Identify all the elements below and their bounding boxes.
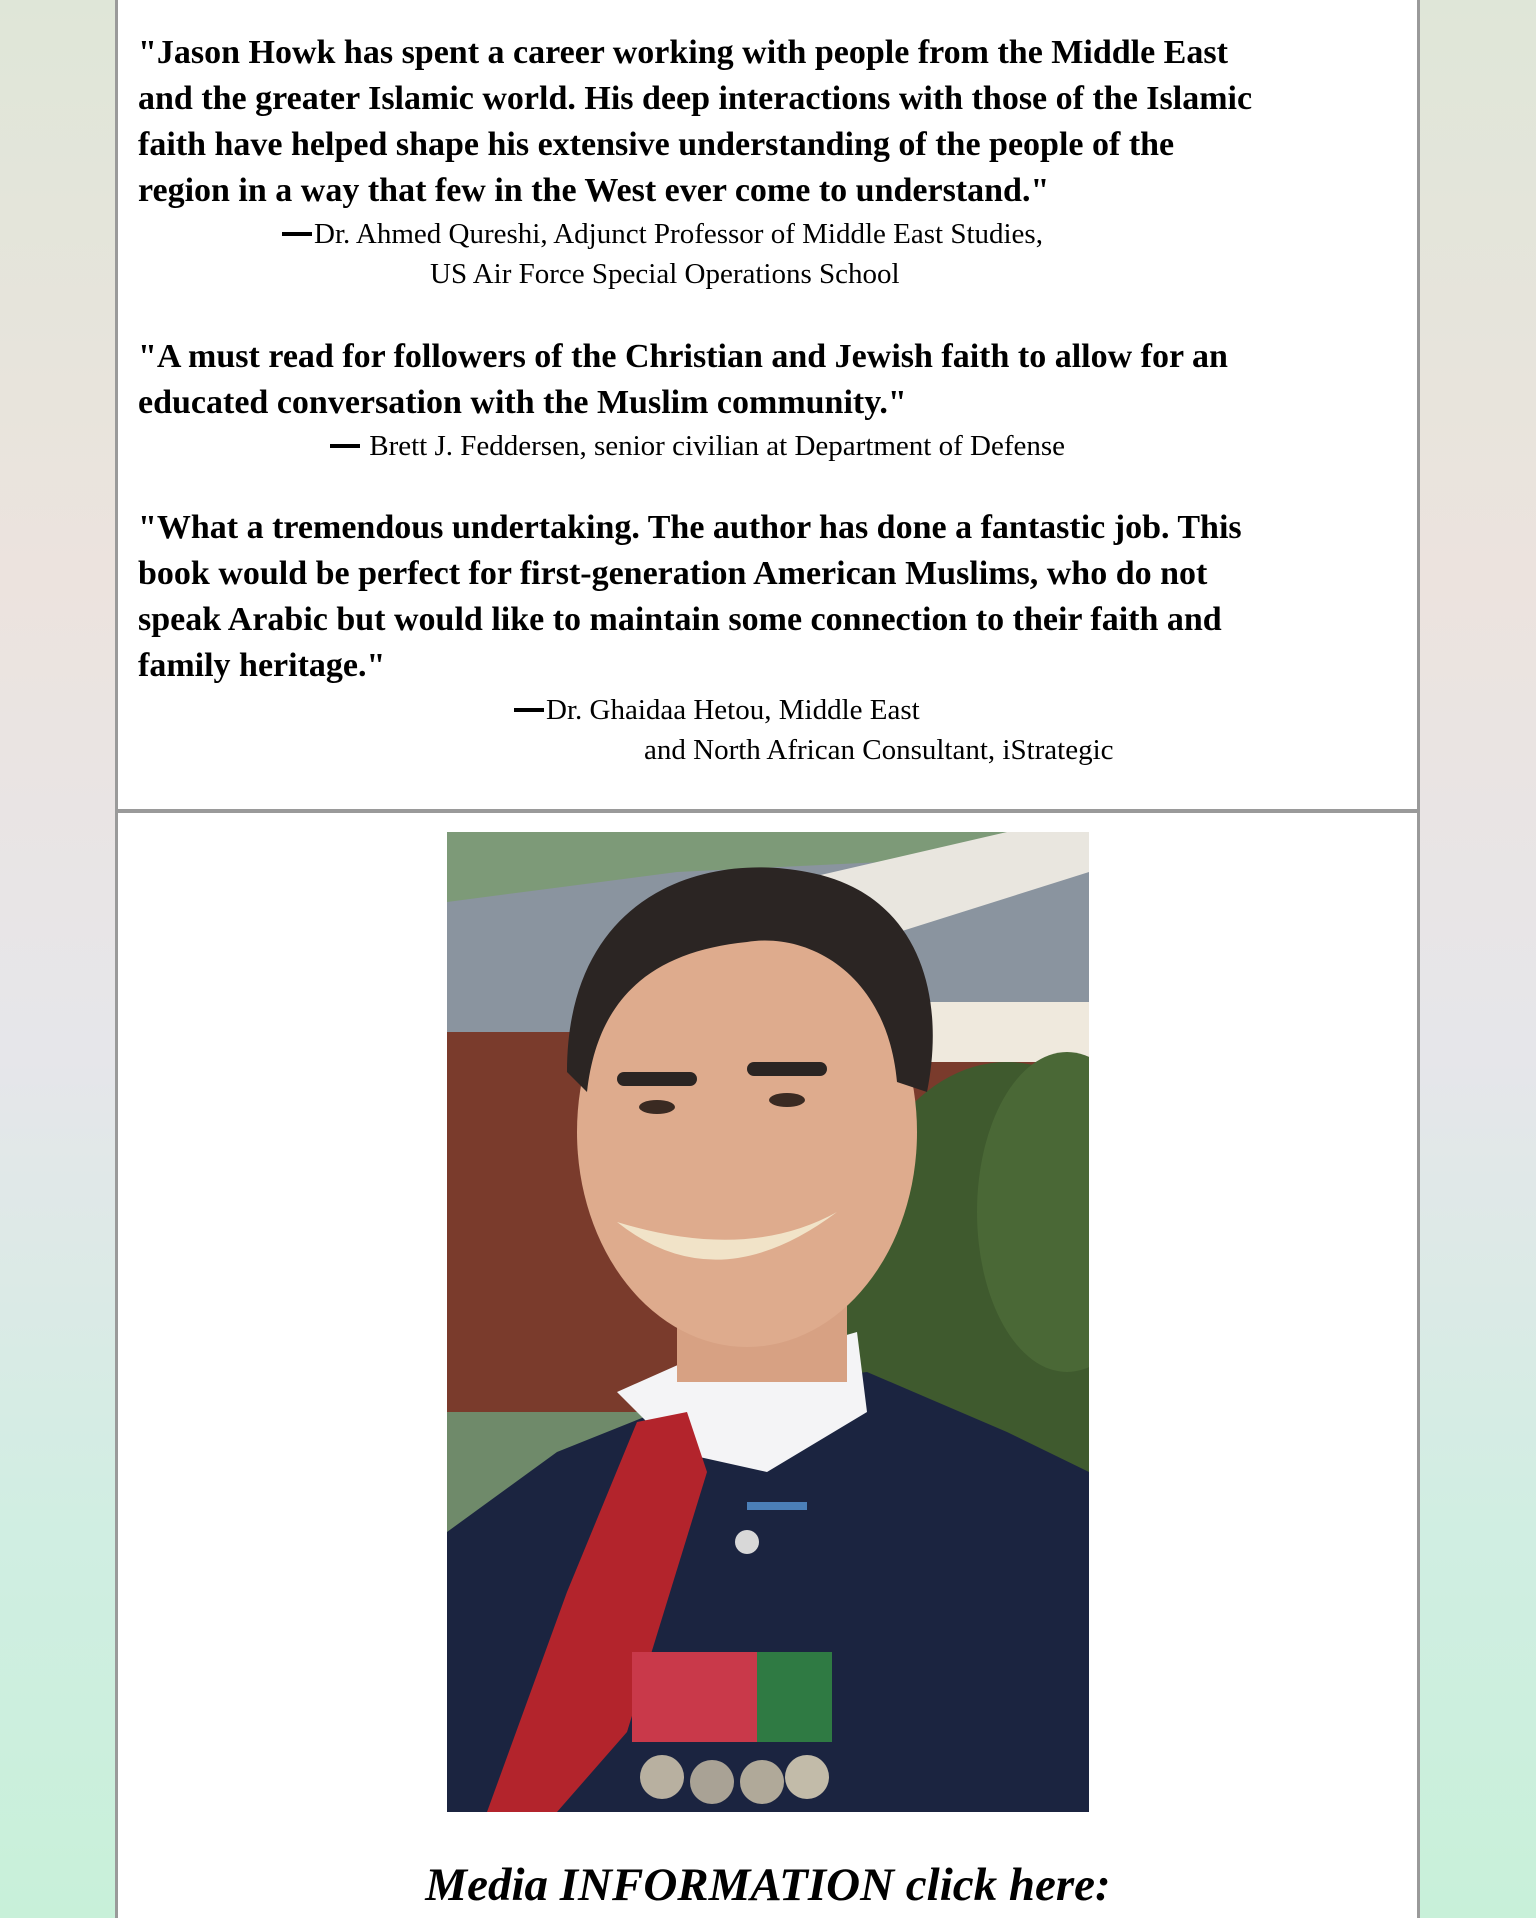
media-information-link[interactable]: Media INFORMATION click here:: [425, 1859, 1111, 1911]
testimonial-quote-2: [138, 334, 1408, 426]
quote-line: region in a way that few in the West ever come to understand.": [138, 172, 1050, 209]
quote-line: speak Arabic but would like to maintain some connection to their faith and: [138, 601, 1222, 638]
testimonial-quote-3: [138, 505, 1408, 689]
quote-line: faith have helped shape his extensive understanding of the people of the: [138, 126, 1175, 163]
quote-line: "What a tremendous undertaking. The author has done a fantastic job. This: [138, 509, 1242, 546]
quote-line: book would be perfect for first-generation American Muslims, who do not: [138, 555, 1208, 592]
em-dash-icon: [514, 708, 544, 712]
quote-line: and the greater Islamic world. His deep interactions with those of the Islamic: [138, 80, 1253, 117]
quote-line: "A must read for followers of the Christian and Jewish faith to allow for an: [138, 338, 1228, 375]
quote-line: educated conversation with the Muslim community.": [138, 384, 907, 421]
testimonial-attribution-3: [514, 690, 920, 730]
testimonial-attribution-1b: [430, 254, 900, 294]
quote-line: "Jason Howk has spent a career working with people from the Middle East: [138, 34, 1228, 71]
em-dash-icon: [282, 232, 312, 236]
attribution-line: Dr. Ghaidaa Hetou, Middle East: [546, 694, 920, 726]
em-dash-icon: [330, 444, 360, 448]
author-photo: [447, 832, 1089, 1812]
attribution-line: Dr. Ahmed Qureshi, Adjunct Professor of Middle East Studies,: [314, 218, 1043, 250]
quote-line: family heritage.": [138, 647, 386, 684]
testimonial-quote-1: [138, 30, 1408, 214]
author-portrait-illustration: [447, 832, 1089, 1812]
attribution-line: Brett J. Feddersen, senior civilian at Department of Defense: [369, 430, 1066, 462]
testimonial-attribution-2: [330, 426, 1065, 466]
attribution-line: US Air Force Special Operations School: [430, 258, 900, 290]
attribution-line: and North African Consultant, iStrategic: [644, 734, 1114, 766]
testimonial-attribution-3b: [644, 730, 1114, 770]
testimonial-attribution-1: [282, 214, 1043, 254]
